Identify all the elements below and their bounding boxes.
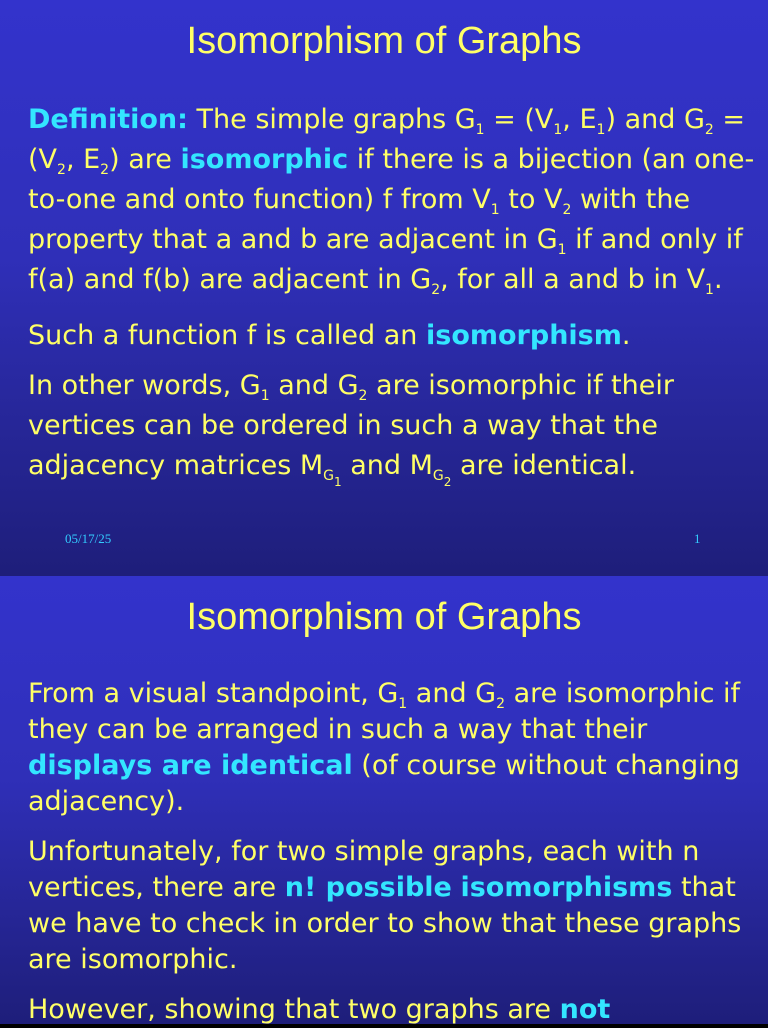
page-number: 1 xyxy=(694,531,701,546)
other-words-paragraph: In other words, $G_1$ and $G_2$ are isomorphic if their vertices can be ordered in such a way that the adjacency matrices $M_{G_1}$ and $M_{G_2}$ are identical. xyxy=(28,370,674,489)
term-displays-identical: displays are identical xyxy=(28,750,353,781)
definition-paragraph: Definition: The simple graphs $G_1 = (V_1$, $E_1$) and $G_2 = (V_2$, $E_2$) are isomorphic if there is a bijection (an one-to-one and onto function) f from $V_1$ to $V_2$ with the property that a and b are adjacent in $G_1$ if and only if f(a) and f(b) are adjacent in $G_2$, for all a and b in $V_1$. xyxy=(28,104,755,298)
term-n-possible: n! possible xyxy=(284,872,452,903)
term-isomorphism: isomorphism xyxy=(426,320,622,351)
slide-2 xyxy=(0,576,768,1024)
slide-body xyxy=(28,676,758,1028)
however-paragraph: However, showing that two graphs are not xyxy=(28,994,611,1025)
unfortunately-paragraph: Unfortunately, for two simple graphs, each with n vertices, there are n! possible isomorphisms that we have to check in order to show that these graphs are isomorphic. xyxy=(28,836,742,975)
visual-standpoint-paragraph: From a visual standpoint, $G_1$ and $G_2$ are isomorphic if they can be arranged in such a way that their displays are identical (of course without changing adjacency). xyxy=(28,678,741,817)
footer-date: 05/17/25 xyxy=(65,531,112,546)
isomorphism-paragraph: Such a function f is called an isomorphism. xyxy=(28,320,631,351)
slide-body xyxy=(28,100,758,489)
term-isomorphisms: isomorphisms xyxy=(460,872,673,903)
term-isomorphic: isomorphic xyxy=(180,144,349,175)
term-not: not xyxy=(559,994,611,1025)
slide-title: Isomorphism of Graphs xyxy=(186,20,582,62)
slide-title: Isomorphism of Graphs xyxy=(186,596,582,638)
definition-label: Definition: xyxy=(28,104,188,135)
